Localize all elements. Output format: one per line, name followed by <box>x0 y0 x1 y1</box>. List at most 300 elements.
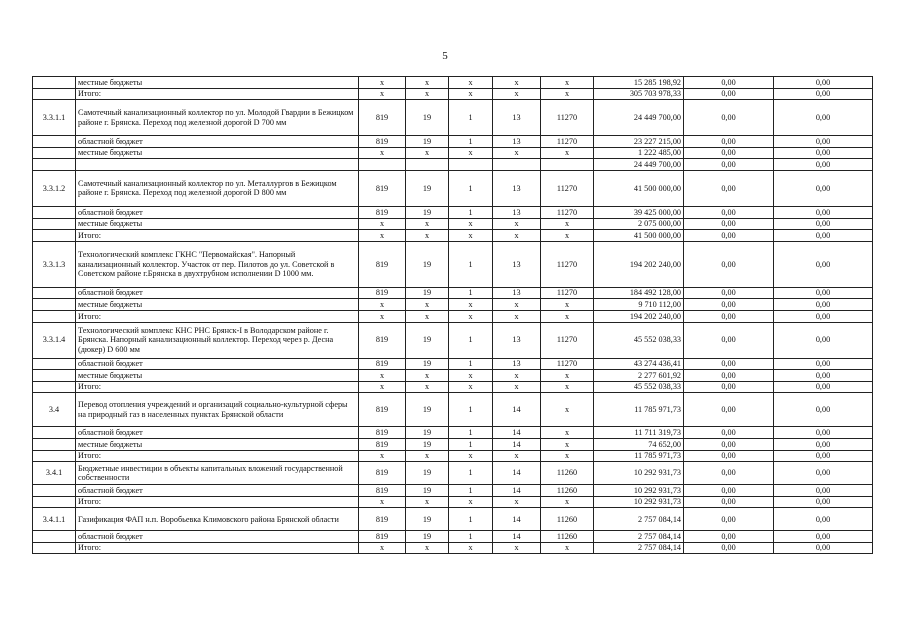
row-name-cell: Итого: <box>76 381 359 393</box>
code-cell: 819 <box>359 427 406 439</box>
value-cell: 0,00 <box>774 485 873 497</box>
budget-table <box>32 76 873 554</box>
table-row <box>33 322 873 358</box>
code-cell: x <box>493 310 541 322</box>
table-row <box>33 77 873 89</box>
value-cell: 0,00 <box>774 88 873 100</box>
code-cell: 1 <box>449 136 493 148</box>
code-cell: 11270 <box>541 170 594 206</box>
code-cell <box>493 159 541 171</box>
code-cell: x <box>406 381 449 393</box>
row-name-cell: областной бюджет <box>76 531 359 543</box>
code-cell: x <box>449 230 493 242</box>
row-name-cell: областной бюджет <box>76 206 359 218</box>
value-cell: 0,00 <box>684 299 774 311</box>
value-cell: 0,00 <box>684 531 774 543</box>
code-cell: x <box>541 299 594 311</box>
value-cell: 0,00 <box>774 218 873 230</box>
row-number-cell: 3.3.1.1 <box>33 100 76 136</box>
code-cell: 11260 <box>541 508 594 531</box>
code-cell: 1 <box>449 531 493 543</box>
code-cell: 19 <box>406 531 449 543</box>
code-cell: 19 <box>406 100 449 136</box>
value-cell: 0,00 <box>774 531 873 543</box>
row-number-cell <box>33 496 76 508</box>
code-cell: 819 <box>359 170 406 206</box>
amount-cell: 10 292 931,73 <box>594 485 684 497</box>
code-cell: 19 <box>406 136 449 148</box>
code-cell <box>359 159 406 171</box>
table-row <box>33 241 873 287</box>
row-number-cell <box>33 370 76 382</box>
code-cell: x <box>359 450 406 462</box>
amount-cell: 24 449 700,00 <box>594 159 684 171</box>
value-cell: 0,00 <box>774 310 873 322</box>
row-number-cell <box>33 310 76 322</box>
code-cell: x <box>493 147 541 159</box>
value-cell: 0,00 <box>774 241 873 287</box>
code-cell: x <box>359 542 406 554</box>
value-cell: 0,00 <box>774 358 873 370</box>
code-cell: x <box>493 77 541 89</box>
amount-cell: 23 227 215,00 <box>594 136 684 148</box>
table-row <box>33 100 873 136</box>
amount-cell: 11 785 971,73 <box>594 393 684 427</box>
code-cell: 14 <box>493 462 541 485</box>
code-cell: 19 <box>406 462 449 485</box>
amount-cell: 305 703 978,33 <box>594 88 684 100</box>
value-cell: 0,00 <box>684 310 774 322</box>
code-cell: x <box>449 542 493 554</box>
table-row <box>33 485 873 497</box>
value-cell: 0,00 <box>684 159 774 171</box>
code-cell: x <box>406 496 449 508</box>
value-cell: 0,00 <box>684 370 774 382</box>
code-cell: 819 <box>359 393 406 427</box>
value-cell: 0,00 <box>774 393 873 427</box>
value-cell: 0,00 <box>684 438 774 450</box>
code-cell: 19 <box>406 393 449 427</box>
code-cell: 19 <box>406 241 449 287</box>
value-cell: 0,00 <box>684 381 774 393</box>
code-cell: x <box>493 299 541 311</box>
code-cell: 11270 <box>541 241 594 287</box>
row-name-cell: Итого: <box>76 496 359 508</box>
code-cell: 819 <box>359 485 406 497</box>
code-cell: 11260 <box>541 531 594 543</box>
value-cell: 0,00 <box>684 147 774 159</box>
code-cell <box>449 159 493 171</box>
code-cell: 11270 <box>541 100 594 136</box>
value-cell: 0,00 <box>774 496 873 508</box>
value-cell: 0,00 <box>684 170 774 206</box>
amount-cell: 194 202 240,00 <box>594 310 684 322</box>
code-cell: x <box>406 310 449 322</box>
code-cell: x <box>449 450 493 462</box>
row-number-cell <box>33 287 76 299</box>
table-row <box>33 370 873 382</box>
code-cell: x <box>541 310 594 322</box>
code-cell: 13 <box>493 170 541 206</box>
value-cell: 0,00 <box>774 508 873 531</box>
code-cell: x <box>359 370 406 382</box>
row-name-cell: областной бюджет <box>76 136 359 148</box>
row-name-cell: Итого: <box>76 88 359 100</box>
value-cell: 0,00 <box>774 381 873 393</box>
value-cell: 0,00 <box>774 299 873 311</box>
code-cell: x <box>541 218 594 230</box>
amount-cell: 15 285 198,92 <box>594 77 684 89</box>
code-cell: 11270 <box>541 136 594 148</box>
value-cell: 0,00 <box>684 462 774 485</box>
code-cell: 19 <box>406 322 449 358</box>
amount-cell: 10 292 931,73 <box>594 462 684 485</box>
code-cell: 13 <box>493 241 541 287</box>
row-name-cell: Технологический комплекс КНС РНС Брянск-I в Володарском районе г. Брянска. Напорный канализационный коллектор. Переход через р. Десна (дюкер) D 600 мм <box>76 322 359 358</box>
code-cell: x <box>406 542 449 554</box>
code-cell: x <box>493 542 541 554</box>
code-cell: x <box>359 77 406 89</box>
code-cell: x <box>406 88 449 100</box>
table-row <box>33 218 873 230</box>
value-cell: 0,00 <box>684 393 774 427</box>
value-cell: 0,00 <box>774 462 873 485</box>
code-cell: 1 <box>449 438 493 450</box>
code-cell: x <box>541 77 594 89</box>
row-number-cell <box>33 230 76 242</box>
value-cell: 0,00 <box>774 147 873 159</box>
amount-cell: 41 500 000,00 <box>594 230 684 242</box>
code-cell: 1 <box>449 287 493 299</box>
table-row <box>33 170 873 206</box>
value-cell: 0,00 <box>774 370 873 382</box>
value-cell: 0,00 <box>684 77 774 89</box>
table-row <box>33 230 873 242</box>
row-number-cell <box>33 299 76 311</box>
amount-cell: 11 711 319,73 <box>594 427 684 439</box>
code-cell: x <box>406 370 449 382</box>
code-cell: x <box>449 496 493 508</box>
row-number-cell <box>33 136 76 148</box>
code-cell: x <box>359 310 406 322</box>
code-cell: 13 <box>493 287 541 299</box>
row-number-cell <box>33 450 76 462</box>
code-cell: x <box>449 310 493 322</box>
row-name-cell: местные бюджеты <box>76 218 359 230</box>
table-row <box>33 427 873 439</box>
code-cell: 14 <box>493 393 541 427</box>
code-cell: x <box>449 88 493 100</box>
row-number-cell: 3.3.1.3 <box>33 241 76 287</box>
code-cell: x <box>493 381 541 393</box>
code-cell: 13 <box>493 100 541 136</box>
row-name-cell: Перевод отопления учреждений и организаций социально-культурной сферы на природный газ в населенных пунктах Брянской области <box>76 393 359 427</box>
code-cell: x <box>449 370 493 382</box>
row-name-cell: Итого: <box>76 310 359 322</box>
value-cell: 0,00 <box>774 230 873 242</box>
code-cell: 1 <box>449 170 493 206</box>
code-cell: x <box>359 230 406 242</box>
code-cell: x <box>493 370 541 382</box>
table-row <box>33 496 873 508</box>
row-name-cell: местные бюджеты <box>76 299 359 311</box>
table-row <box>33 147 873 159</box>
code-cell: 1 <box>449 322 493 358</box>
value-cell: 0,00 <box>684 485 774 497</box>
value-cell: 0,00 <box>684 100 774 136</box>
amount-cell: 45 552 038,33 <box>594 322 684 358</box>
code-cell: x <box>541 370 594 382</box>
row-number-cell <box>33 438 76 450</box>
row-name-cell: областной бюджет <box>76 485 359 497</box>
amount-cell: 2 757 084,14 <box>594 508 684 531</box>
code-cell: 1 <box>449 393 493 427</box>
value-cell: 0,00 <box>684 450 774 462</box>
code-cell: 11270 <box>541 358 594 370</box>
code-cell: 819 <box>359 287 406 299</box>
value-cell: 0,00 <box>774 136 873 148</box>
row-number-cell <box>33 88 76 100</box>
value-cell: 0,00 <box>684 542 774 554</box>
row-name-cell: Технологический комплекс ГКНС "Первомайская". Напорный канализационный коллектор. Участок от пер. Пилотов до ул. Советской в Советском районе г.Брянска в двухтрубном исполнении D 1000 мм. <box>76 241 359 287</box>
row-number-cell <box>33 77 76 89</box>
amount-cell: 74 652,00 <box>594 438 684 450</box>
code-cell: x <box>541 147 594 159</box>
table-row <box>33 358 873 370</box>
row-number-cell <box>33 159 76 171</box>
amount-cell: 9 710 112,00 <box>594 299 684 311</box>
code-cell: 11270 <box>541 322 594 358</box>
amount-cell: 10 292 931,73 <box>594 496 684 508</box>
code-cell: x <box>541 393 594 427</box>
row-number-cell <box>33 427 76 439</box>
code-cell: 11270 <box>541 206 594 218</box>
code-cell: 19 <box>406 206 449 218</box>
code-cell: 14 <box>493 438 541 450</box>
row-number-cell: 3.3.1.2 <box>33 170 76 206</box>
code-cell: x <box>406 230 449 242</box>
code-cell: 819 <box>359 438 406 450</box>
amount-cell: 41 500 000,00 <box>594 170 684 206</box>
code-cell: x <box>449 299 493 311</box>
code-cell <box>406 159 449 171</box>
value-cell: 0,00 <box>774 100 873 136</box>
row-name-cell: областной бюджет <box>76 358 359 370</box>
row-number-cell <box>33 358 76 370</box>
table-row <box>33 310 873 322</box>
code-cell: 14 <box>493 508 541 531</box>
table-row <box>33 381 873 393</box>
code-cell: x <box>359 88 406 100</box>
code-cell: x <box>449 77 493 89</box>
value-cell: 0,00 <box>774 77 873 89</box>
value-cell: 0,00 <box>774 170 873 206</box>
code-cell <box>541 159 594 171</box>
amount-cell: 39 425 000,00 <box>594 206 684 218</box>
value-cell: 0,00 <box>774 438 873 450</box>
row-number-cell: 3.4.1.1 <box>33 508 76 531</box>
code-cell: x <box>541 438 594 450</box>
row-name-cell: Бюджетные инвестиции в объекты капитальных вложений государственной собственности <box>76 462 359 485</box>
amount-cell: 1 222 485,00 <box>594 147 684 159</box>
amount-cell: 2 757 084,14 <box>594 531 684 543</box>
code-cell: 819 <box>359 136 406 148</box>
row-name-cell: местные бюджеты <box>76 147 359 159</box>
code-cell: 819 <box>359 322 406 358</box>
row-name-cell: Итого: <box>76 542 359 554</box>
value-cell: 0,00 <box>774 159 873 171</box>
code-cell: 819 <box>359 508 406 531</box>
code-cell: 14 <box>493 427 541 439</box>
row-number-cell <box>33 218 76 230</box>
code-cell: x <box>359 218 406 230</box>
code-cell: x <box>449 147 493 159</box>
code-cell: 14 <box>493 531 541 543</box>
table-row <box>33 136 873 148</box>
code-cell: x <box>406 147 449 159</box>
code-cell: 819 <box>359 462 406 485</box>
code-cell: x <box>406 299 449 311</box>
code-cell: x <box>359 147 406 159</box>
table-row <box>33 542 873 554</box>
table-row <box>33 393 873 427</box>
amount-cell: 2 075 000,00 <box>594 218 684 230</box>
value-cell: 0,00 <box>684 322 774 358</box>
row-name-cell: Итого: <box>76 450 359 462</box>
row-name-cell: областной бюджет <box>76 287 359 299</box>
row-number-cell: 3.4.1 <box>33 462 76 485</box>
code-cell: x <box>541 381 594 393</box>
value-cell: 0,00 <box>684 206 774 218</box>
value-cell: 0,00 <box>774 542 873 554</box>
value-cell: 0,00 <box>684 136 774 148</box>
table-row <box>33 287 873 299</box>
table-row <box>33 531 873 543</box>
code-cell: x <box>541 427 594 439</box>
code-cell: 13 <box>493 322 541 358</box>
code-cell: 1 <box>449 206 493 218</box>
code-cell: 19 <box>406 287 449 299</box>
code-cell: 1 <box>449 100 493 136</box>
value-cell: 0,00 <box>774 450 873 462</box>
code-cell: x <box>359 381 406 393</box>
row-number-cell <box>33 542 76 554</box>
code-cell: x <box>493 496 541 508</box>
code-cell: x <box>359 299 406 311</box>
code-cell: x <box>541 542 594 554</box>
table-row <box>33 206 873 218</box>
code-cell: 1 <box>449 427 493 439</box>
amount-cell: 45 552 038,33 <box>594 381 684 393</box>
code-cell: 1 <box>449 358 493 370</box>
code-cell: 19 <box>406 508 449 531</box>
table-row <box>33 88 873 100</box>
value-cell: 0,00 <box>774 427 873 439</box>
amount-cell: 184 492 128,00 <box>594 287 684 299</box>
code-cell: x <box>541 230 594 242</box>
row-name-cell: Самотечный канализационный коллектор по ул. Молодой Гвардии в Бежицком районе г. Брянска. Переход под железной дорогой D 700 мм <box>76 100 359 136</box>
page-number: 5 <box>442 50 448 62</box>
code-cell: 19 <box>406 485 449 497</box>
code-cell: x <box>541 496 594 508</box>
code-cell: 11260 <box>541 462 594 485</box>
value-cell: 0,00 <box>684 427 774 439</box>
value-cell: 0,00 <box>684 230 774 242</box>
amount-cell: 11 785 971,73 <box>594 450 684 462</box>
code-cell: x <box>449 218 493 230</box>
amount-cell: 194 202 240,00 <box>594 241 684 287</box>
value-cell: 0,00 <box>774 322 873 358</box>
row-name-cell: местные бюджеты <box>76 438 359 450</box>
table-row <box>33 508 873 531</box>
row-number-cell <box>33 147 76 159</box>
row-name-cell: Итого: <box>76 230 359 242</box>
code-cell: 19 <box>406 358 449 370</box>
row-name-cell: областной бюджет <box>76 427 359 439</box>
code-cell: x <box>406 450 449 462</box>
code-cell: 13 <box>493 358 541 370</box>
row-name-cell <box>76 159 359 171</box>
value-cell: 0,00 <box>684 508 774 531</box>
table-row <box>33 159 873 171</box>
code-cell: x <box>493 218 541 230</box>
table-row <box>33 438 873 450</box>
value-cell: 0,00 <box>684 358 774 370</box>
row-number-cell: 3.3.1.4 <box>33 322 76 358</box>
code-cell: 819 <box>359 206 406 218</box>
code-cell: x <box>541 88 594 100</box>
code-cell: 11270 <box>541 287 594 299</box>
code-cell: 1 <box>449 462 493 485</box>
value-cell: 0,00 <box>684 287 774 299</box>
row-number-cell <box>33 531 76 543</box>
row-number-cell <box>33 381 76 393</box>
table-row <box>33 299 873 311</box>
amount-cell: 24 449 700,00 <box>594 100 684 136</box>
code-cell: x <box>406 77 449 89</box>
code-cell: x <box>406 218 449 230</box>
row-name-cell: местные бюджеты <box>76 370 359 382</box>
amount-cell: 2 277 601,92 <box>594 370 684 382</box>
table-row <box>33 450 873 462</box>
code-cell: x <box>493 230 541 242</box>
value-cell: 0,00 <box>684 88 774 100</box>
value-cell: 0,00 <box>774 206 873 218</box>
code-cell: 19 <box>406 170 449 206</box>
code-cell: x <box>541 450 594 462</box>
code-cell: 13 <box>493 206 541 218</box>
row-name-cell: Газификация ФАП н.п. Воробьевка Климовского района Брянской области <box>76 508 359 531</box>
row-name-cell: местные бюджеты <box>76 77 359 89</box>
row-number-cell <box>33 485 76 497</box>
code-cell: x <box>493 450 541 462</box>
amount-cell: 2 757 084,14 <box>594 542 684 554</box>
code-cell: 11260 <box>541 485 594 497</box>
code-cell: x <box>359 496 406 508</box>
code-cell: 1 <box>449 508 493 531</box>
table-row <box>33 462 873 485</box>
row-number-cell <box>33 206 76 218</box>
row-number-cell: 3.4 <box>33 393 76 427</box>
code-cell: x <box>493 88 541 100</box>
value-cell: 0,00 <box>774 287 873 299</box>
code-cell: 1 <box>449 485 493 497</box>
value-cell: 0,00 <box>684 496 774 508</box>
code-cell: 13 <box>493 136 541 148</box>
code-cell: x <box>449 381 493 393</box>
code-cell: 14 <box>493 485 541 497</box>
amount-cell: 43 274 436,41 <box>594 358 684 370</box>
